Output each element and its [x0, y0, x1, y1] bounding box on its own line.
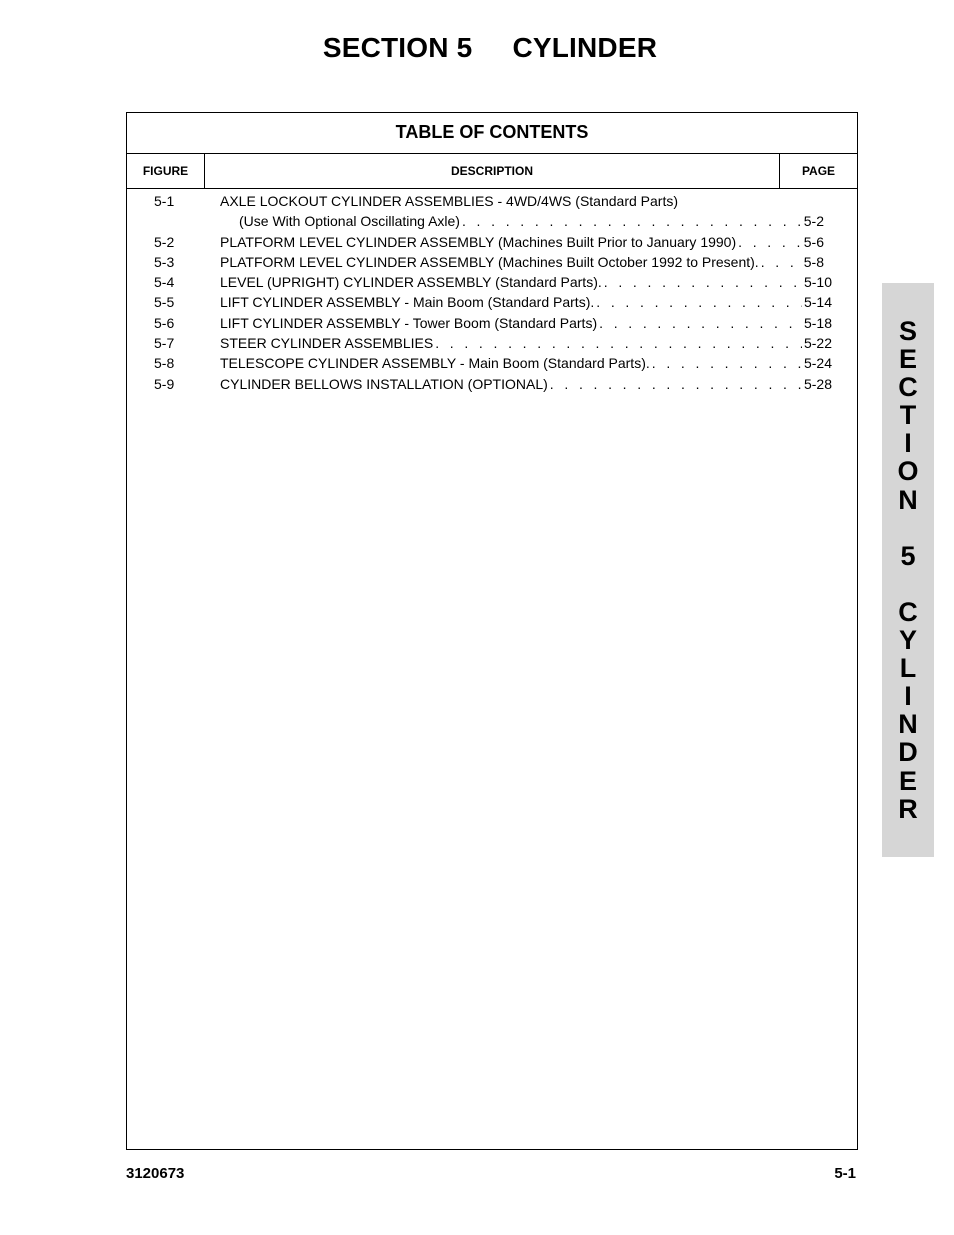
entry-description: LEVEL (UPRIGHT) CYLINDER ASSEMBLY (Standard Parts).	[220, 274, 602, 291]
entry-figure: 5-2	[154, 233, 175, 250]
toc-entry[interactable]	[127, 333, 857, 353]
side-tab-label: S E C T I O N 5 C Y L I N D E R	[897, 316, 919, 824]
leader-dots	[652, 353, 802, 373]
entry-figure: 5-3	[154, 253, 175, 270]
entry-description: AXLE LOCKOUT CYLINDER ASSEMBLIES - 4WD/4WS (Standard Parts)	[220, 193, 678, 209]
entry-description: LIFT CYLINDER ASSEMBLY - Main Boom (Standard Parts).	[220, 294, 595, 311]
entry-figure: 5-8	[154, 355, 175, 372]
column-header-page: PAGE	[801, 164, 836, 178]
toc-entry[interactable]	[127, 353, 857, 373]
toc-entry[interactable]	[127, 211, 857, 231]
table-of-contents	[126, 112, 858, 1150]
entry-description: PLATFORM LEVEL CYLINDER ASSEMBLY (Machines Built October 1992 to Present).	[220, 253, 759, 270]
leader-dots	[761, 252, 802, 272]
entry-page: 5-2	[803, 213, 824, 230]
column-header-figure: FIGURE	[127, 154, 205, 188]
entry-page: 5-28	[803, 375, 832, 392]
toc-entry[interactable]	[127, 292, 857, 312]
footer-page-number: 5-1	[834, 1165, 856, 1182]
column-header-description: DESCRIPTION	[205, 154, 780, 188]
entry-page: 5-18	[803, 314, 832, 331]
toc-entry[interactable]	[127, 374, 857, 394]
entry-description: (Use With Optional Oscillating Axle)	[239, 213, 460, 230]
entry-page: 5-10	[803, 274, 832, 291]
entry-figure: 5-5	[154, 294, 175, 311]
toc-entry[interactable]	[127, 232, 857, 252]
leader-dots	[435, 333, 802, 353]
footer-doc-number: 3120673	[126, 1165, 185, 1182]
toc-heading: TABLE OF CONTENTS	[127, 113, 857, 154]
entry-line	[239, 211, 824, 231]
section-number: SECTION 5	[322, 32, 473, 63]
entry-line	[220, 272, 832, 292]
entry-line	[220, 374, 832, 394]
entry-line	[220, 292, 832, 312]
leader-dots	[550, 374, 802, 394]
entry-description: STEER CYLINDER ASSEMBLIES	[220, 335, 434, 352]
entry-description: LIFT CYLINDER ASSEMBLY - Tower Boom (Standard Parts)	[220, 314, 598, 331]
page-title	[0, 32, 954, 64]
entry-line	[220, 232, 824, 252]
leader-dots	[738, 232, 802, 252]
entry-line	[220, 313, 832, 333]
entry-description: TELESCOPE CYLINDER ASSEMBLY - Main Boom (Standard Parts).	[220, 355, 650, 372]
toc-entries	[127, 191, 857, 394]
entry-page: 5-24	[803, 355, 832, 372]
entry-figure: 5-7	[154, 335, 175, 352]
leader-dots	[604, 272, 802, 292]
entry-page: 5-6	[803, 233, 824, 250]
section-side-tab	[882, 283, 934, 857]
toc-entry[interactable]	[127, 191, 857, 211]
section-title: CYLINDER	[512, 32, 658, 63]
entry-line	[220, 191, 678, 211]
entry-figure: 5-6	[154, 314, 175, 331]
entry-line	[220, 353, 832, 373]
leader-dots	[599, 313, 802, 333]
entry-figure: 5-9	[154, 375, 175, 392]
toc-column-headers	[127, 154, 857, 189]
leader-dots	[596, 292, 802, 312]
toc-entry[interactable]	[127, 252, 857, 272]
entry-description: PLATFORM LEVEL CYLINDER ASSEMBLY (Machines Built Prior to January 1990)	[220, 233, 737, 250]
entry-line	[220, 252, 824, 272]
entry-page: 5-8	[803, 253, 824, 270]
leader-dots	[462, 211, 802, 231]
toc-entry[interactable]	[127, 272, 857, 292]
entry-figure: 5-1	[154, 193, 175, 209]
entry-page: 5-14	[803, 294, 832, 311]
toc-entry[interactable]	[127, 313, 857, 333]
entry-page: 5-22	[803, 335, 832, 352]
entry-line	[220, 333, 832, 353]
entry-figure: 5-4	[154, 274, 175, 291]
entry-description: CYLINDER BELLOWS INSTALLATION (OPTIONAL)	[220, 375, 548, 392]
